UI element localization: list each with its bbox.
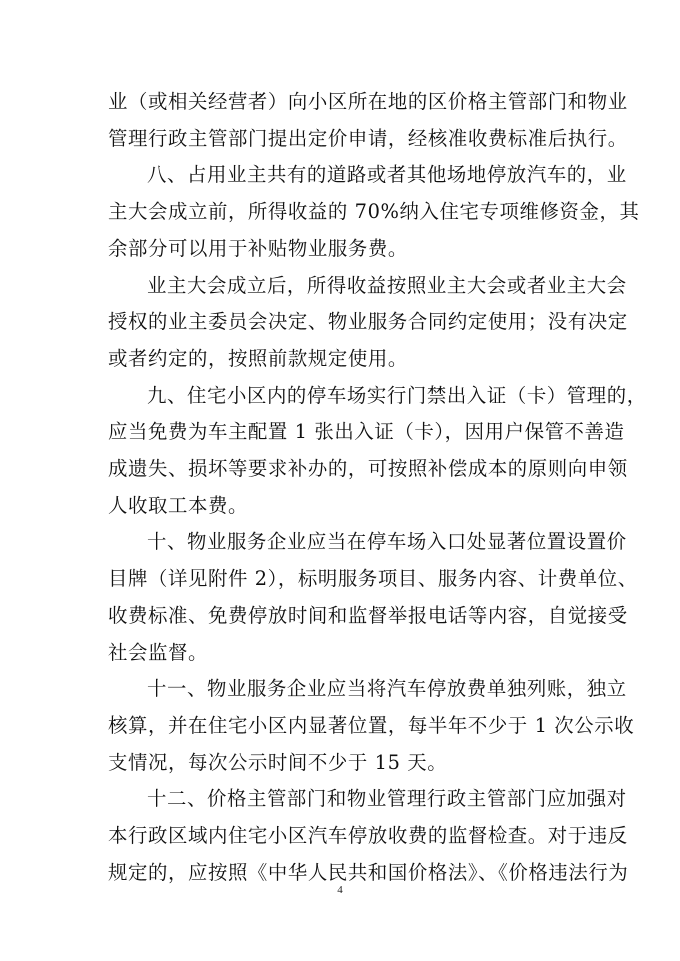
text-line: 十一、物业服务企业应当将汽车停放费单独列账，独立 — [147, 677, 627, 701]
text-line: 八、占用业主共有的道路或者其他场地停放汽车的，业 — [147, 163, 627, 187]
text-line: 业（或相关经营者）向小区所在地的区价格主管部门和物业 — [108, 90, 628, 113]
text-line: 主大会成立前，所得收益的 70%纳入住宅专项维修资金，其 — [108, 200, 640, 224]
text-line: 社会监督。 — [108, 640, 208, 664]
paragraph-item-12 — [108, 781, 629, 891]
text-line: 管理行政主管部门提出定价申请，经核准收费标准后执行。 — [108, 126, 628, 150]
text-line: 授权的业主委员会决定、物业服务合同约定使用；没有决定 — [108, 310, 628, 334]
text-line: 收费标准、免费停放时间和监督举报电话等内容，自觉接受 — [108, 603, 628, 627]
paragraph-item-8-b — [108, 268, 628, 378]
text-line: 业主大会成立后，所得收益按照业主大会或者业主大会 — [147, 273, 627, 297]
text-line: 九、住宅小区内的停车场实行门禁出入证（卡）管理的， — [147, 383, 647, 407]
text-line: 本行政区域内住宅小区汽车停放收费的监督检查。对于违反 — [108, 824, 628, 848]
paragraph-item-11 — [108, 671, 635, 781]
paragraph-item-9 — [108, 378, 647, 525]
text-line: 十二、价格主管部门和物业管理行政主管部门应加强对 — [147, 787, 627, 811]
text-line: 核算，并在住宅小区内显著位置，每半年不少于 1 次公示收 — [108, 713, 635, 737]
page-number: 4 — [337, 884, 343, 896]
text-line: 余部分可以用于补贴物业服务费。 — [108, 236, 408, 260]
text-line: 规定的，应按照《中华人民共和国价格法》、《价格违法行为 — [108, 860, 629, 884]
text-line: 人收取工本费。 — [108, 493, 248, 517]
text-line: 支情况，每次公示时间不少于 15 天。 — [108, 750, 448, 774]
text-line: 目牌（详见附件 2），标明服务项目、服务内容、计费单位、 — [108, 567, 638, 591]
text-line: 或者约定的，按照前款规定使用。 — [108, 346, 408, 370]
text-line: 成遗失、损坏等要求补办的，可按照补偿成本的原则向申领 — [108, 457, 628, 481]
text-line: 应当免费为车主配置 1 张出入证（卡），因用户保管不善造 — [108, 420, 625, 444]
text-line: 十、物业服务企业应当在停车场入口处显著位置设置价 — [147, 530, 627, 554]
paragraph-item-10 — [108, 524, 638, 671]
paragraph-continuation — [108, 84, 628, 157]
body-text — [108, 84, 647, 891]
paragraph-item-8 — [108, 157, 640, 267]
